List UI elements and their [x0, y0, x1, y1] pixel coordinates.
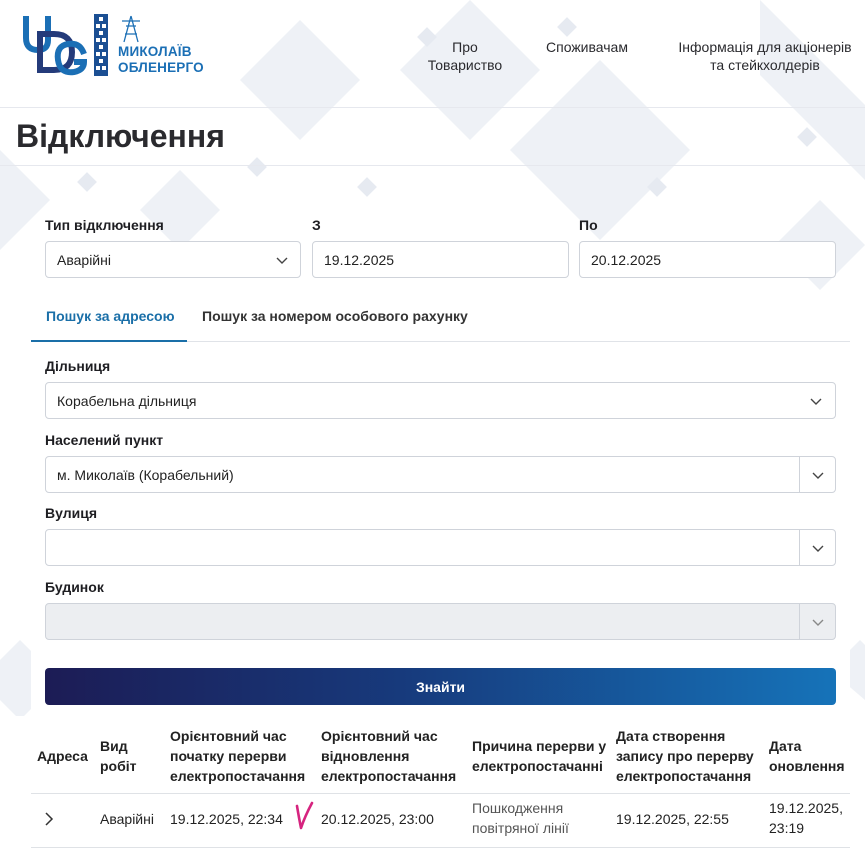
column-header-start-time [170, 726, 305, 786]
reason-text: повітряної лінії [472, 820, 569, 836]
date-from-input[interactable] [312, 241, 569, 278]
district-label: Дільниця [45, 358, 111, 374]
district-value: Корабельна дільниця [57, 392, 197, 409]
updated-text: 19.12.2025, [769, 800, 843, 816]
locality-label: Населений пункт [45, 432, 164, 448]
building-combobox [45, 603, 836, 640]
chevron-down-icon [812, 469, 824, 481]
header-text: Адреса [37, 748, 88, 764]
udg-logo-icon[interactable] [22, 12, 88, 78]
row-reason [472, 798, 569, 838]
active-tab-indicator [31, 340, 187, 342]
header-text: відновлення [321, 748, 410, 764]
column-header-updated [769, 736, 845, 776]
chevron-down-icon [810, 395, 822, 407]
header-text: запису про перерву [616, 748, 754, 764]
header-text: Орієнтовний час [321, 728, 438, 744]
district-select[interactable] [45, 382, 836, 419]
header-text: електропостачання [616, 768, 752, 784]
outage-type-value: Аварійні [57, 251, 111, 268]
tab-search-by-address[interactable]: Пошук за адресою [46, 308, 175, 324]
chevron-down-icon [812, 542, 824, 554]
row-start-time: 19.12.2025, 22:34 [170, 811, 283, 827]
ornament-strip-icon [94, 14, 108, 76]
date-from-label: З [312, 217, 321, 233]
nav-label: Споживачам [546, 39, 628, 55]
street-combobox[interactable] [45, 529, 836, 566]
locality-value: м. Миколаїв (Корабельний) [57, 466, 234, 483]
handwritten-check-mark [293, 800, 315, 832]
column-header-reason [472, 736, 606, 776]
header-text: робіт [100, 758, 137, 774]
header-text: електропостачання [321, 768, 457, 784]
search-panel [31, 292, 850, 710]
header-text: Причина перерви у [472, 738, 607, 754]
nav-consumers[interactable] [540, 38, 634, 56]
row-restore-time: 20.12.2025, 23:00 [321, 811, 434, 827]
power-tower-icon [118, 14, 144, 44]
outage-type-select[interactable] [45, 241, 301, 278]
site-header [0, 0, 865, 108]
chevron-down-icon [276, 254, 288, 266]
nav-label: Інформація для акціонерів [678, 39, 852, 55]
building-dropdown-toggle [799, 604, 835, 639]
find-button[interactable]: Знайти [45, 668, 836, 705]
row-created-date: 19.12.2025, 22:55 [616, 811, 729, 827]
date-to-value: 20.12.2025 [591, 251, 662, 268]
nav-about-company[interactable] [420, 38, 510, 74]
building-label: Будинок [45, 579, 104, 595]
locality-combobox[interactable] [45, 456, 836, 493]
nav-label: Про [452, 39, 478, 55]
date-to-input[interactable] [579, 241, 836, 278]
table-row-divider [31, 847, 850, 848]
header-text: електропостачання [170, 768, 306, 784]
page-title: Відключення [16, 118, 225, 154]
row-updated-date [769, 798, 843, 838]
divider [0, 165, 865, 166]
column-header-work-type [100, 736, 137, 776]
column-header-address [37, 746, 88, 766]
street-label: Вулиця [45, 505, 97, 521]
street-dropdown-toggle[interactable] [799, 530, 835, 565]
header-text: Вид [100, 738, 128, 754]
header-text: Дата створення [616, 728, 726, 744]
nav-shareholders-info[interactable] [672, 38, 858, 74]
company-name [118, 44, 204, 76]
company-name-line2: ОБЛЕНЕРГО [118, 60, 204, 75]
table-header-divider [31, 793, 850, 794]
header-text: електропостачанні [472, 758, 603, 774]
header-text: оновлення [769, 758, 845, 774]
nav-label: Товариство [427, 57, 503, 73]
date-to-label: По [579, 217, 598, 233]
header-text: Дата [769, 738, 802, 754]
header-text: початку перерви [170, 748, 287, 764]
column-header-restore-time [321, 726, 456, 786]
locality-dropdown-toggle[interactable] [799, 457, 835, 492]
nav-label: та стейкхолдерів [710, 57, 820, 73]
outage-type-label: Тип відключення [45, 217, 164, 233]
updated-text: 23:19 [769, 820, 805, 836]
date-from-value: 19.12.2025 [324, 251, 395, 268]
reason-text: Пошкодження [472, 800, 564, 816]
company-name-line1: МИКОЛАЇВ [118, 44, 192, 59]
chevron-right-icon[interactable] [43, 812, 55, 826]
header-text: Орієнтовний час [170, 728, 287, 744]
tab-search-by-account[interactable]: Пошук за номером особового рахунку [202, 308, 468, 324]
chevron-down-icon [812, 616, 824, 628]
row-work-type: Аварійні [100, 811, 154, 827]
column-header-created [616, 726, 754, 786]
